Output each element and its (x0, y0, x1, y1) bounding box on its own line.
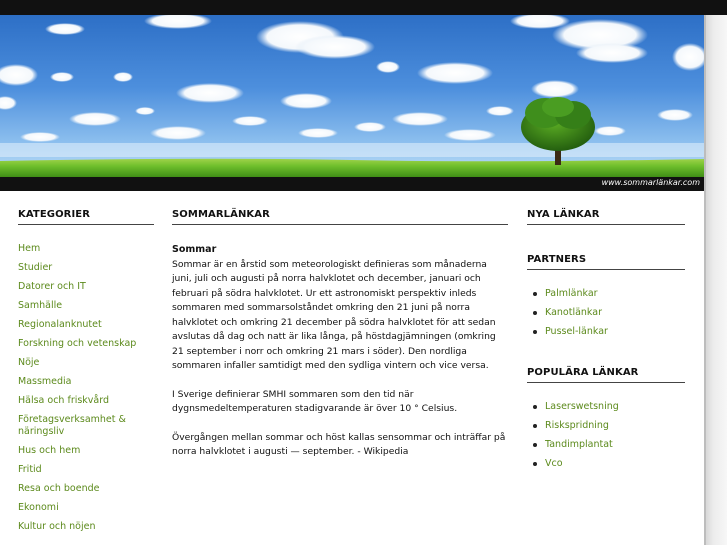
new-links-section (527, 209, 685, 225)
category-link-noje[interactable]: Nöje (18, 357, 40, 368)
header-banner-image (0, 15, 704, 177)
category-link-ekonomi[interactable]: Ekonomi (18, 502, 59, 513)
popular-links-section (527, 367, 685, 470)
header-caption-bar (0, 177, 704, 191)
header-top-bar (0, 0, 704, 15)
categories-heading: KATEGORIER (18, 209, 154, 225)
popular-links-list (527, 401, 685, 470)
category-link-halsa[interactable]: Hälsa och friskvård (18, 395, 110, 406)
category-link-foretagsverksamhet[interactable]: Företagsverksamhet & näringsliv (18, 414, 126, 437)
category-link-samhalle[interactable]: Samhälle (18, 300, 63, 311)
right-frame-edge (704, 0, 727, 545)
category-link-forskning[interactable]: Forskning och vetenskap (18, 338, 137, 349)
partner-link[interactable]: Kanotlänkar (527, 307, 685, 319)
right-frame-border (704, 15, 706, 545)
popular-links-heading: POPULÄRA LÄNKAR (527, 367, 685, 383)
category-link-datorer[interactable]: Datorer och IT (18, 281, 86, 292)
article-paragraph: Sommar är en årstid som meteorologiskt definieras som månaderna juni, juli och augusti på norra halvklotet och december, januari och februari på södra halvklotet. Ur ett astronomiskt perspektiv inleds sommaren med sommarsolståndet omkring den 21 juni på norra halvklotet och omkring 21 december på södra halvklotet för att sedan avslutas då dag och natt är lika långa, på höstdagjämningen (omkring 21 september i norr och omkring 21 mars i söder). Den nordliga sommaren infaller samtidigt med den sydliga vintern och vice versa. (172, 258, 496, 371)
category-link-kultur[interactable]: Kultur och nöjen (18, 521, 96, 532)
category-link-resa[interactable]: Resa och boende (18, 483, 100, 494)
categories-list (18, 243, 154, 533)
site-url-caption: www.sommarlänkar.com (601, 178, 700, 187)
sidebar-column (527, 209, 685, 477)
popular-link[interactable]: Riskspridning (527, 420, 685, 432)
right-frame-top (704, 0, 727, 15)
main-heading: SOMMARLÄNKAR (172, 209, 508, 225)
category-link-fritid[interactable]: Fritid (18, 464, 42, 475)
category-link-regionalanknutet[interactable]: Regionalanknutet (18, 319, 102, 330)
partner-link[interactable]: Palmlänkar (527, 288, 685, 300)
new-links-heading: NYA LÄNKAR (527, 209, 685, 225)
category-link-hus[interactable]: Hus och hem (18, 445, 81, 456)
article-paragraph: Övergången mellan sommar och höst kallas sensommar och inträffar på norra halvklotet i augusti — september. - Wikipedia (172, 431, 506, 457)
partners-heading: PARTNERS (527, 254, 685, 270)
categories-column (18, 209, 154, 540)
summer-landscape-image (0, 15, 704, 177)
main-content-column (172, 209, 508, 474)
category-link-studier[interactable]: Studier (18, 262, 53, 273)
partners-list (527, 288, 685, 338)
partners-section (527, 254, 685, 338)
category-link-hem[interactable]: Hem (18, 243, 41, 254)
article-title: Sommar (172, 244, 217, 255)
popular-link[interactable]: Tandimplantat (527, 439, 685, 451)
category-link-massmedia[interactable]: Massmedia (18, 376, 72, 387)
partner-link[interactable]: Pussel-länkar (527, 326, 685, 338)
article-paragraph: I Sverige definierar SMHI sommaren som den tid när dygnsmedeltemperaturen stadigvarande är över 10 ° Celsius. (172, 388, 458, 414)
popular-link[interactable]: Laserswetsning (527, 401, 685, 413)
article (172, 243, 508, 460)
popular-link[interactable]: Vco (527, 458, 685, 470)
